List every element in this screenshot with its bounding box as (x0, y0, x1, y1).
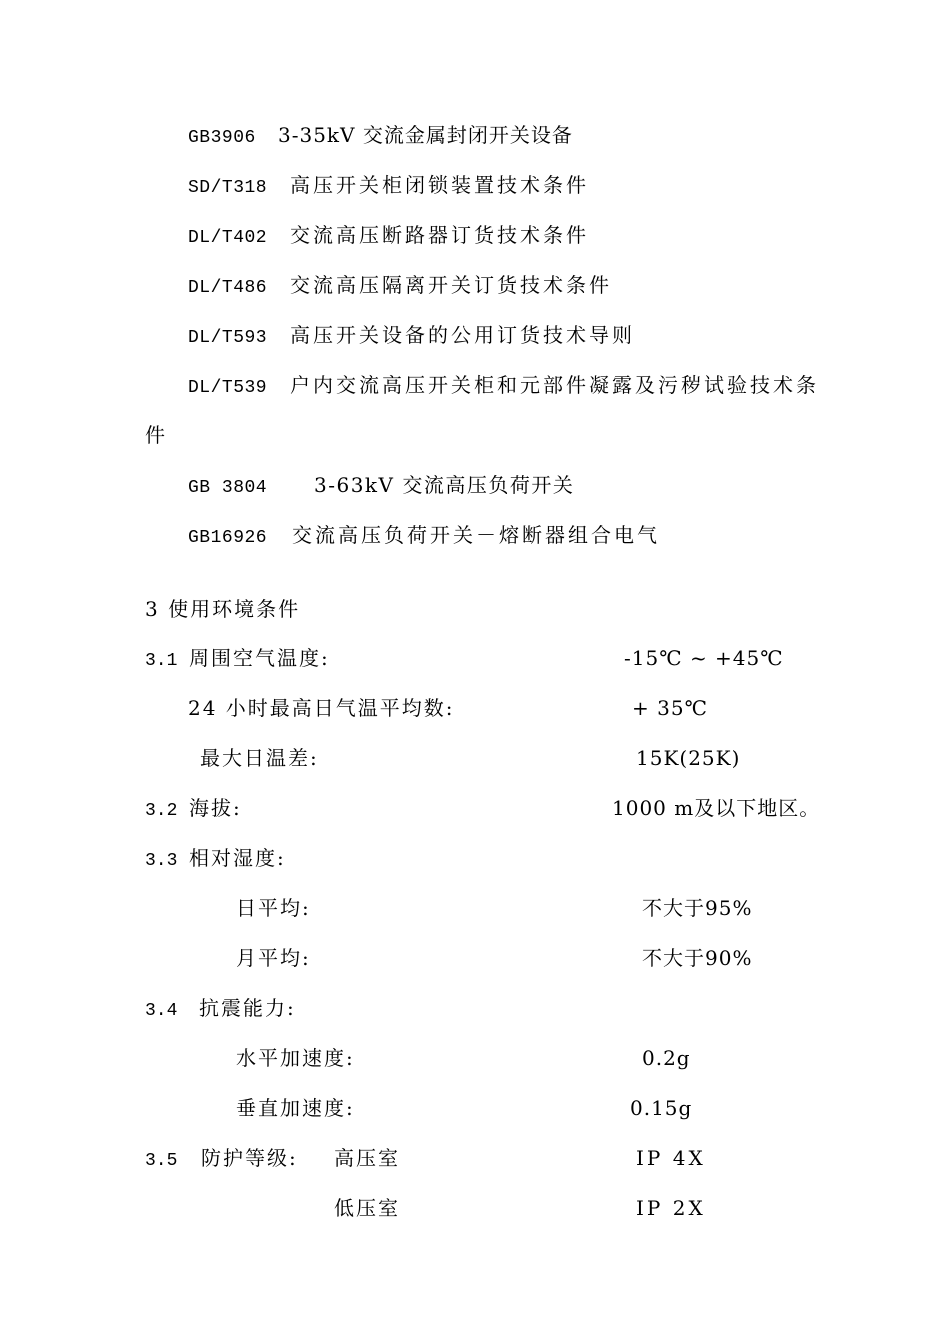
item-number: 3.5 (145, 1151, 178, 1171)
condition-label: 周围空气温度: (189, 646, 330, 670)
condition-label: 水平加速度: (236, 1046, 355, 1070)
standard-code: GB16926 (188, 528, 268, 548)
condition-value: + 35℃ (632, 696, 708, 720)
condition-value: IP 2X (636, 1196, 706, 1220)
condition-value: IP 4X (636, 1146, 706, 1170)
standard-item (188, 372, 819, 401)
standard-title: 户内交流高压开关柜和元部件凝露及污秽试验技术条 (290, 373, 819, 397)
standard-code: DL/T486 (188, 278, 268, 298)
standard-title-continuation: 件 (145, 423, 165, 447)
standard-item (188, 122, 573, 151)
standard-title: 交流高压隔离开关订货技术条件 (290, 273, 612, 297)
condition-sublabel: 高压室 (334, 1146, 400, 1170)
standard-title: 3-35kV 交流金属封闭开关设备 (278, 123, 573, 147)
standard-item (188, 172, 589, 201)
condition-row (145, 1145, 298, 1174)
condition-value: 不大于95% (642, 896, 753, 920)
item-number: 3.2 (145, 801, 178, 821)
standard-item (188, 472, 574, 501)
condition-label: 日平均: (236, 896, 311, 920)
condition-value: -15℃ ~ +45℃ (624, 646, 784, 670)
condition-label: 抗震能力: (199, 996, 296, 1020)
item-number: 3.1 (145, 651, 178, 671)
standard-code: DL/T539 (188, 378, 268, 398)
standard-item (188, 322, 635, 351)
condition-row (145, 845, 286, 874)
condition-row (145, 645, 330, 674)
standard-item (188, 222, 589, 251)
condition-value: 0.2g (642, 1046, 691, 1070)
standard-title: 高压开关设备的公用订货技术导则 (290, 323, 635, 347)
condition-row (145, 995, 296, 1024)
standard-item (188, 272, 612, 301)
standard-title: 交流高压断路器订货技术条件 (290, 223, 589, 247)
condition-label: 海拔: (189, 796, 242, 820)
standard-code: GB 3804 (188, 478, 268, 498)
standard-code: GB3906 (188, 128, 256, 148)
condition-label: 最大日温差: (200, 746, 319, 770)
item-number: 3.3 (145, 851, 178, 871)
condition-label: 防护等级: (201, 1146, 298, 1170)
condition-value: 1000 m及以下地区。 (612, 796, 821, 820)
condition-label: 月平均: (236, 946, 311, 970)
standard-title: 交流高压负荷开关－熔断器组合电气 (292, 523, 660, 547)
standard-item (188, 522, 660, 551)
condition-label: 垂直加速度: (236, 1096, 355, 1120)
section-heading: 3 使用环境条件 (145, 597, 301, 621)
standard-code: DL/T593 (188, 328, 268, 348)
condition-sublabel: 低压室 (334, 1196, 400, 1220)
condition-label: 相对湿度: (189, 846, 286, 870)
standard-title: 3-63kV 交流高压负荷开关 (314, 473, 575, 497)
standard-title: 高压开关柜闭锁装置技术条件 (290, 173, 589, 197)
condition-value: 15K(25K) (636, 746, 741, 770)
condition-value: 0.15g (630, 1096, 693, 1120)
condition-label: 24 小时最高日气温平均数: (188, 696, 455, 720)
item-number: 3.4 (145, 1001, 178, 1021)
condition-row (145, 795, 242, 824)
condition-value: 不大于90% (642, 946, 753, 970)
standard-code: DL/T402 (188, 228, 268, 248)
standard-code: SD/T318 (188, 178, 268, 198)
